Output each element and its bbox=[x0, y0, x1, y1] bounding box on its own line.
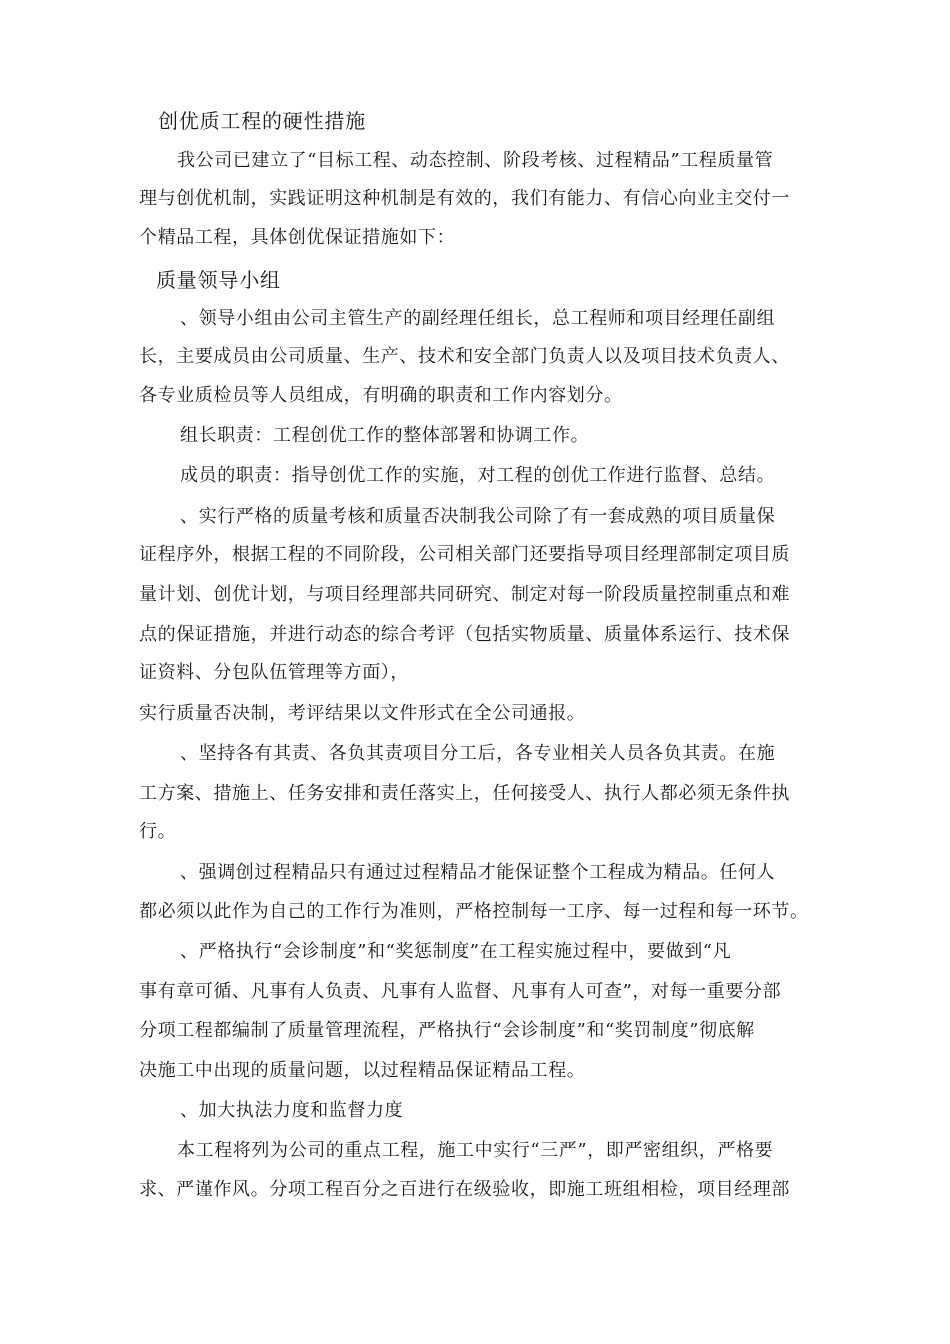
p2-line-2: 证程序外，根据工程的不同阶段，公司相关部门还要指导项目经理部制定项目质 bbox=[139, 544, 790, 565]
p7-line-1: 本工程将列为公司的重点工程，施工中实行“三严”，即严密组织，严格要 bbox=[177, 1140, 774, 1161]
p5-line-2: 事有章可循、凡事有人负责、凡事有人监督、凡事有人可查”，对每一重要分部 bbox=[139, 981, 782, 1002]
p4-line-1: 、强调创过程精品只有通过过程精品才能保证整个工程成为精品。任何人 bbox=[180, 862, 776, 883]
p2-line-1: 、实行严格的质量考核和质量否决制我公司除了有一套成熟的项目质量保 bbox=[180, 506, 776, 527]
p5-line-3: 分项工程都编制了质量管理流程，严格执行“会诊制度”和“奖罚制度”彻底解 bbox=[139, 1020, 755, 1041]
p1-line-1: 、领导小组由公司主管生产的副经理任组长，总工程师和项目经理任副组 bbox=[180, 308, 776, 329]
leader-duty: 组长职责：工程创优工作的整体部署和协调工作。 bbox=[180, 425, 590, 446]
p5-line-4: 决施工中出现的质量问题，以过程精品保证精品工程。 bbox=[139, 1060, 586, 1081]
p3-line-1: 、坚持各有其责、各负其责项目分工后，各专业相关人员各负其责。在施 bbox=[180, 743, 776, 764]
p7-line-2: 求、严谨作风。分项工程百分之百进行在级验收，即施工班组相检，项目经理部 bbox=[139, 1179, 790, 1200]
p2-line-5: 证资料、分包队伍管理等方面）， bbox=[139, 662, 409, 683]
p2-line-3: 量计划、创优计划，与项目经理部共同研究、制定对每一阶段质量控制重点和难 bbox=[139, 584, 790, 605]
p1-line-2: 长，主要成员由公司质量、生产、技术和安全部门负责人以及项目技术负责人、 bbox=[139, 346, 790, 367]
p4-line-2: 都必须以此作为自己的工作行为准则，严格控制每一工序、每一过程和每一环节。 bbox=[139, 901, 809, 922]
intro-line-1: 我公司已建立了“目标工程、动态控制、阶段考核、过程精品”工程质量管 bbox=[177, 150, 774, 171]
p2-line-4: 点的保证措施，并进行动态的综合考评（包括实物质量、质量体系运行、技术保 bbox=[139, 624, 790, 645]
page-title: 创优质工程的硬性措施 bbox=[158, 109, 366, 133]
section-heading: 质量领导小组 bbox=[156, 268, 281, 292]
p5-line-1: 、严格执行“会诊制度”和“奖惩制度”在工程实施过程中，要做到“凡 bbox=[180, 941, 732, 962]
p3-line-2: 工方案、措施上、任务安排和责任落实上，任何接受人、执行人都必须无条件执 bbox=[139, 783, 790, 804]
p3-line-3: 行。 bbox=[139, 821, 177, 842]
intro-line-2: 理与创优机制，实践证明这种机制是有效的，我们有能力、有信心向业主交付一 bbox=[139, 188, 790, 209]
p2-tail: 实行质量否决制，考评结果以文件形式在全公司通报。 bbox=[139, 703, 586, 724]
intro-line-3: 个精品工程，具体创优保证措施如下： bbox=[139, 227, 456, 248]
p1-line-3: 各专业质检员等人员组成，有明确的职责和工作内容划分。 bbox=[139, 385, 623, 406]
member-duty: 成员的职责：指导创优工作的实施，对工程的创优工作进行监督、总结。 bbox=[180, 465, 776, 486]
p6-line: 、加大执法力度和监督力度 bbox=[180, 1100, 404, 1121]
